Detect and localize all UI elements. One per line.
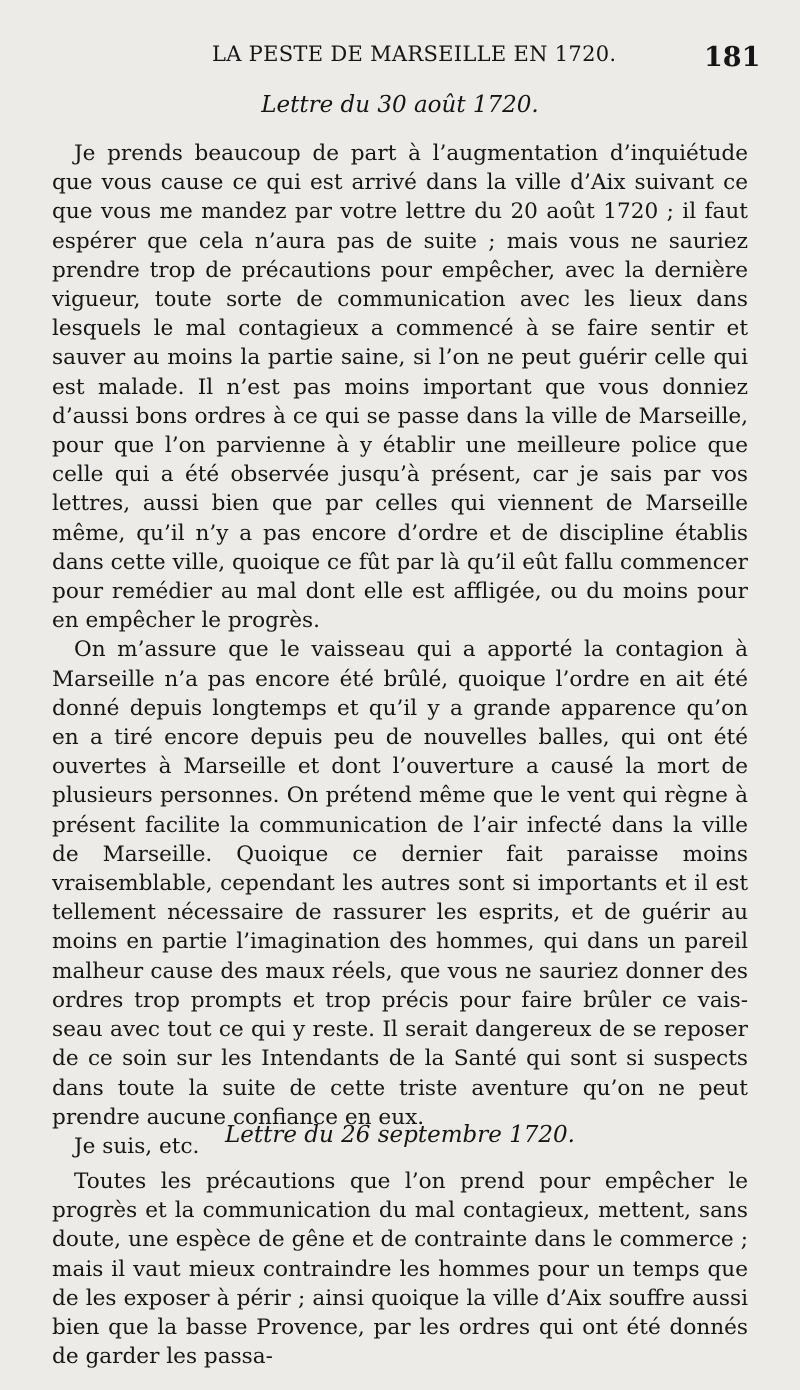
letter-heading: Lettre du 30 août 1720. xyxy=(261,92,539,118)
paragraph: Toutes les précautions que l’on prend pour empêcher le progrès et la communication du mal contagieux, mettent, sans doute, une espèce de gêne et de contrainte dans le commerce ; mais il vaut mieux contraindre les hommes pour un temps que de les exposer à périr ; ainsi quoique la ville d’Aix souffre aussi bien que la basse Provence, par les ordres qui ont été donnés de garder les passa- xyxy=(52,1169,748,1370)
page-header xyxy=(0,34,800,74)
running-title: LA PESTE DE MARSEILLE EN 1720. xyxy=(212,42,617,66)
page-number: 181 xyxy=(704,42,761,73)
letter-body xyxy=(52,1167,748,1371)
closing-formula: Je suis, etc. xyxy=(74,1133,200,1159)
paragraph: Je prends beaucoup de part à l’augmentation d’inquiétude que vous cause ce qui est arrivé dans la ville d’Aix suivant ce que vous me mandez par votre lettre du 20 août 1720 ; il faut espérer que cela n’aura pas de suite ; mais vous ne sauriez prendre trop de précautions pour empêcher, avec la dernière vigueur, toute sorte de communication avec les lieux dans lesquels le mal contagieux a commencé à se faire sentir et sauver au moins la partie saine, si l’on ne peut guérir celle qui est malade. Il n’est pas moins important que vous donniez d’aussi bons ordres à ce qui se passe dans la ville de Marseille, pour que l’on parvienne à y établir une meilleure police que celle qui a été observée jusqu’à présent, car je sais par vos lettres, aussi bien que par celles qui viennent de Marseille même, qu’il n’y a pas encore d’ordre et de discipline établis dans cette ville, quoique ce fût par là qu’il eût fallu commencer pour remédier au mal dont elle est affligée, ou du moins pour en empêcher le progrès. xyxy=(52,141,748,634)
letter-heading: Lettre du 26 septembre 1720. xyxy=(225,1122,575,1148)
letter-body xyxy=(52,139,748,1161)
paragraph: On m’assure que le vaisseau qui a apporté la contagion à Marseille n’a pas encore été brûlé, quoique l’ordre en ait été donné depuis longtemps et qu’il y a grande apparence qu’on en a tiré encore depuis peu de nouvelles balles, qui ont été ouvertes à Marseille et dont l’ouverture a causé la mort de plusieurs personnes. On prétend même que le vent qui règne à présent facilite la communication de l’air infecté dans la ville de Marseille. Quoique ce dernier fait paraisse moins vraisemblable, cependant les autres sont si importants et il est tellement nécessaire de rassurer les esprits, et de guérir au moins en partie l’imagination des hommes, qui dans un pareil malheur cause des maux réels, que vous ne sauriez donner des ordres trop prompts et trop précis pour faire brûler ce vaisseau avec tout ce qui y reste. Il serait dangereux de se reposer de ce soin sur les Intendants de la Santé qui sont si suspects dans toute la suite de cette triste aventure qu’on ne peut prendre aucune confiance en eux. xyxy=(52,637,748,1130)
